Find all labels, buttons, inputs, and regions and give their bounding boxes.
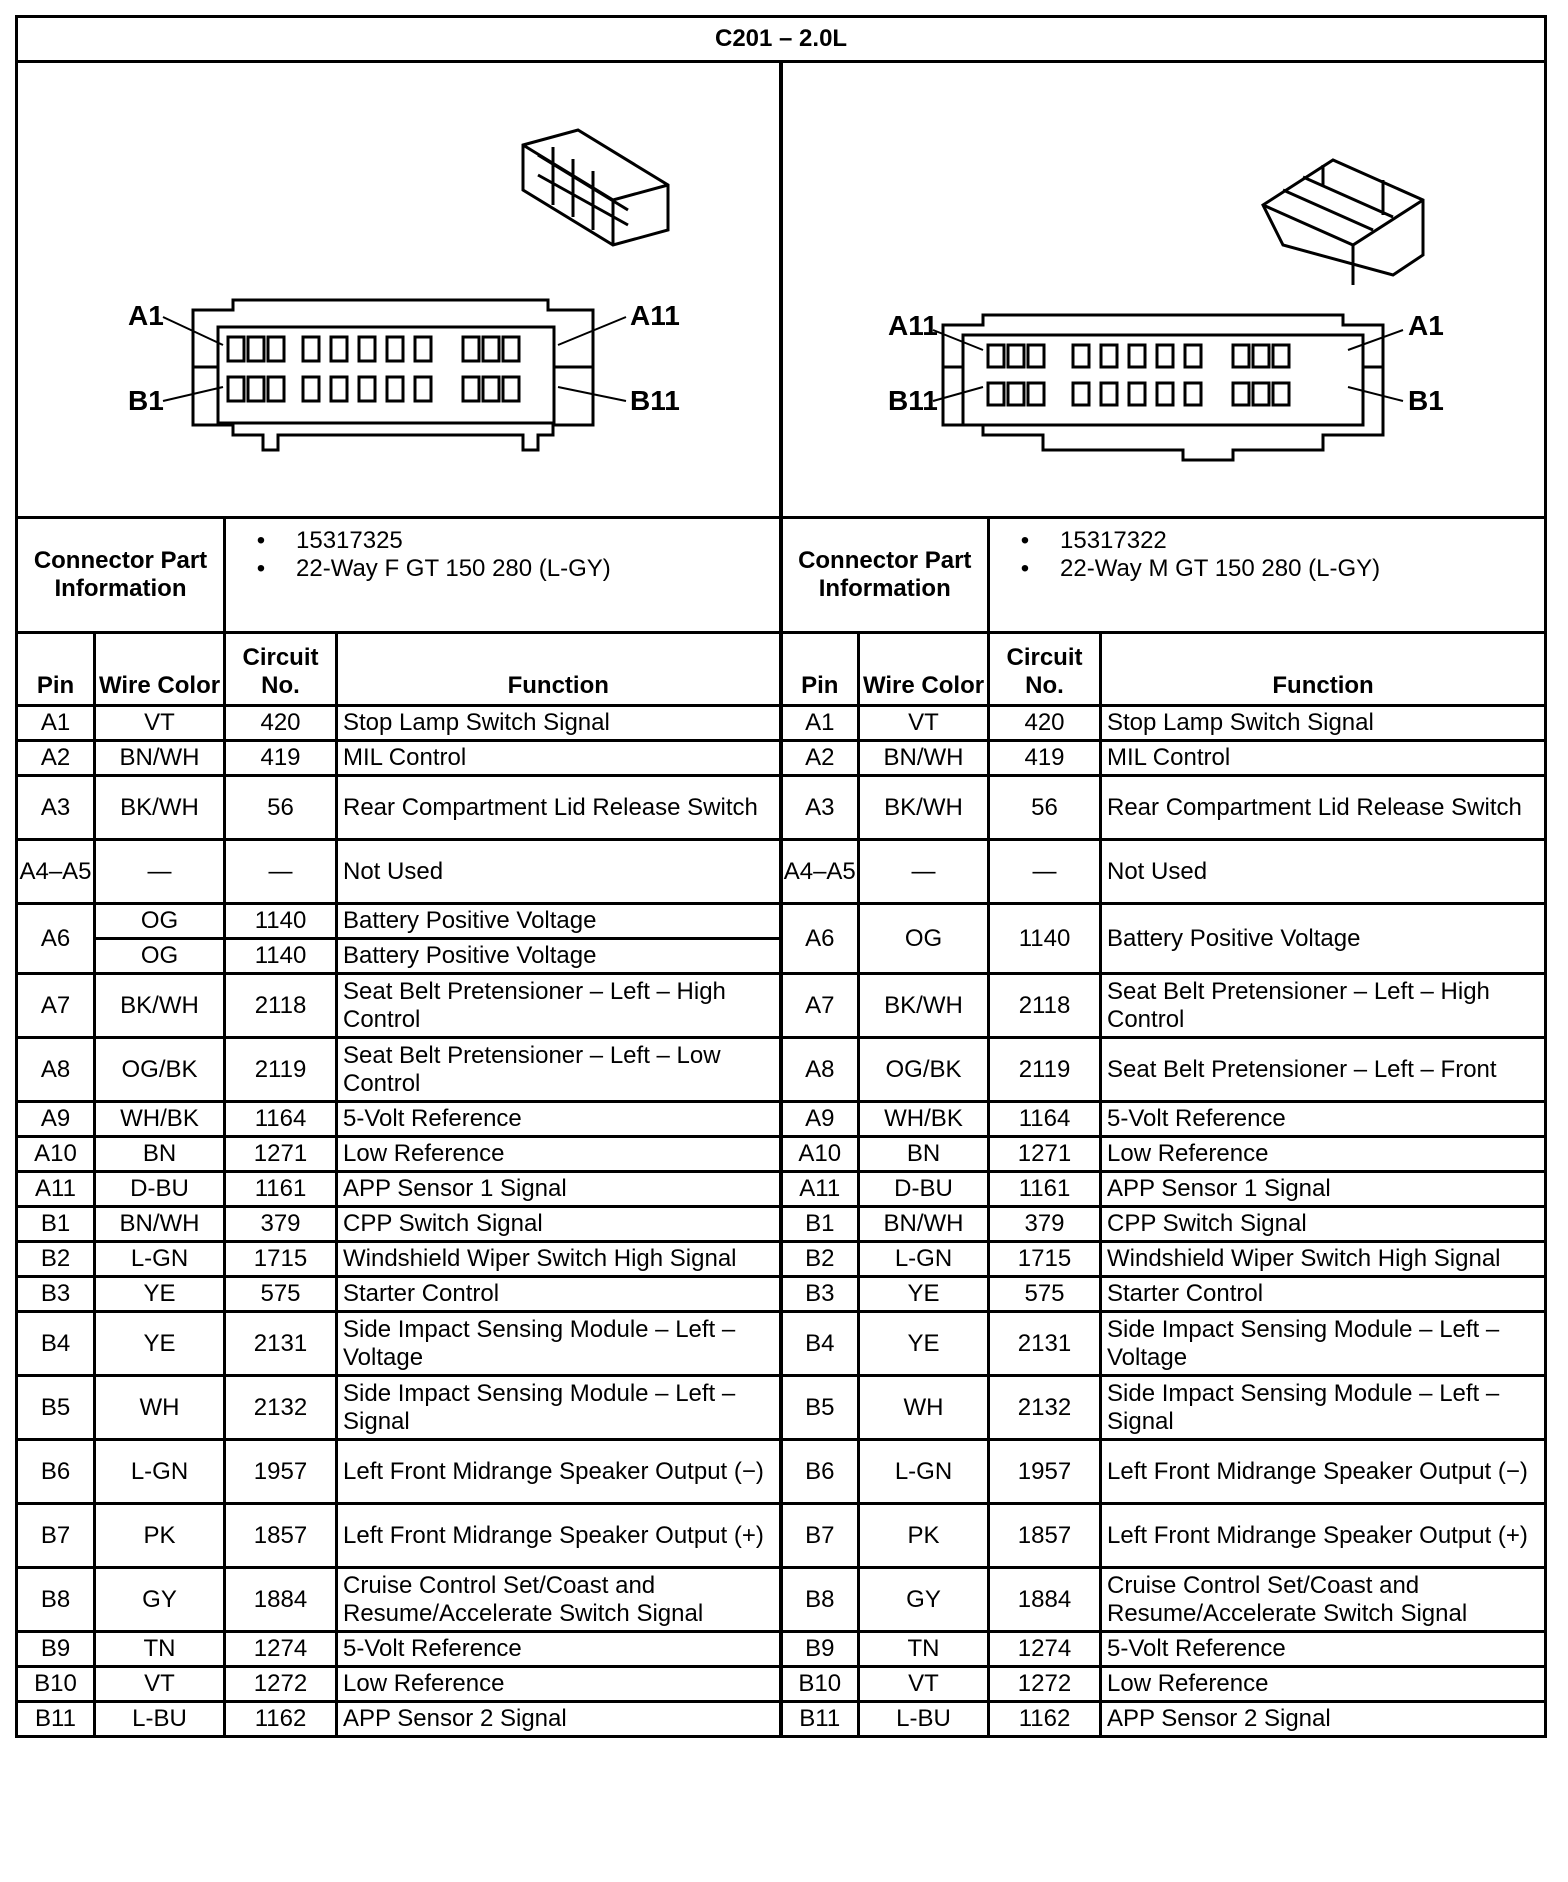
- function-cell: Stop Lamp Switch Signal: [1101, 706, 1546, 741]
- wire-color-cell: WH: [859, 1376, 989, 1440]
- wire-color-cell: VT: [859, 706, 989, 741]
- pin-label-b1: B1: [1407, 384, 1444, 416]
- pin-cavity: [1273, 383, 1289, 405]
- pin-cavity: [463, 337, 479, 361]
- table-row: [17, 1504, 1546, 1568]
- pin-cell: B3: [17, 1277, 95, 1312]
- wire-color-cell: —: [859, 840, 989, 904]
- pin-cavity: [463, 377, 479, 401]
- circuit-cell: 1272: [989, 1667, 1101, 1702]
- pin-cavity: [415, 377, 431, 401]
- table-row: [17, 1102, 1546, 1137]
- function-cell: APP Sensor 2 Signal: [337, 1702, 781, 1737]
- pin-cell: B1: [781, 1207, 859, 1242]
- pin-cavity: [1073, 345, 1089, 367]
- circuit-cell: 575: [225, 1277, 337, 1312]
- pin-label-a1: A1: [1407, 309, 1444, 341]
- pin-cavity: [483, 377, 499, 401]
- circuit-cell: 1162: [225, 1702, 337, 1737]
- pin-label-a11: A11: [887, 309, 938, 341]
- pin-cell: B5: [17, 1376, 95, 1440]
- function-cell: Left Front Midrange Speaker Output (−): [337, 1440, 781, 1504]
- left-header-pin: Pin: [17, 633, 95, 706]
- circuit-cell: 1271: [225, 1137, 337, 1172]
- function-cell: Left Front Midrange Speaker Output (+): [1101, 1504, 1546, 1568]
- pin-cavity: [1073, 383, 1089, 405]
- function-cell: Windshield Wiper Switch High Signal: [337, 1242, 781, 1277]
- table-row: [17, 1137, 1546, 1172]
- pin-cavity: [1028, 383, 1044, 405]
- pin-cavity: [228, 337, 244, 361]
- pin-cell: B9: [781, 1632, 859, 1667]
- pin-label-a1: A1: [128, 299, 164, 331]
- wire-color-cell: GY: [95, 1568, 225, 1632]
- table-row: [17, 741, 1546, 776]
- pin-cell: B4: [781, 1312, 859, 1376]
- page-title: C201 – 2.0L: [17, 17, 1546, 62]
- circuit-cell: 1857: [225, 1504, 337, 1568]
- wire-color-cell: BK/WH: [859, 974, 989, 1038]
- wire-color-cell: YE: [95, 1312, 225, 1376]
- circuit-cell: 419: [989, 741, 1101, 776]
- left-connector-info: • 15317325 • 22-Way F GT 150 280 (L-GY): [225, 518, 781, 633]
- function-cell: 5-Volt Reference: [1101, 1632, 1546, 1667]
- right-header-function: Function: [1101, 633, 1546, 706]
- right-header-wire: Wire Color: [859, 633, 989, 706]
- wire-color-cell: BK/WH: [95, 776, 225, 840]
- wire-color-cell: L-GN: [95, 1242, 225, 1277]
- wire-color-cell: L-GN: [859, 1242, 989, 1277]
- pin-cavity: [1233, 383, 1249, 405]
- function-cell: Left Front Midrange Speaker Output (+): [337, 1504, 781, 1568]
- function-cell: Not Used: [1101, 840, 1546, 904]
- function-cell: CPP Switch Signal: [1101, 1207, 1546, 1242]
- wire-color-cell: BN: [95, 1137, 225, 1172]
- pin-cell: B3: [781, 1277, 859, 1312]
- pin-cell: A4–A5: [781, 840, 859, 904]
- pin-cell: A2: [781, 741, 859, 776]
- pin-label-b11: B11: [887, 384, 938, 416]
- pin-cavity: [1008, 383, 1024, 405]
- pin-cell: A10: [17, 1137, 95, 1172]
- function-cell: Seat Belt Pretensioner – Left – Low Control: [337, 1038, 781, 1102]
- pin-cavity: [359, 337, 375, 361]
- pin-cell: A11: [17, 1172, 95, 1207]
- function-cell: Battery Positive Voltage: [337, 904, 781, 939]
- circuit-cell: 2119: [225, 1038, 337, 1102]
- right-header-circuit: Circuit No.: [989, 633, 1101, 706]
- circuit-cell: 1271: [989, 1137, 1101, 1172]
- wire-color-cell: VT: [95, 1667, 225, 1702]
- pin-cell: A1: [17, 706, 95, 741]
- circuit-cell: 379: [225, 1207, 337, 1242]
- pin-cell: B1: [17, 1207, 95, 1242]
- wire-color-cell: —: [95, 840, 225, 904]
- function-cell: APP Sensor 2 Signal: [1101, 1702, 1546, 1737]
- pin-label-b11: B11: [630, 384, 680, 416]
- pin-cell: A4–A5: [17, 840, 95, 904]
- pin-cell: A6: [781, 904, 859, 974]
- pin-cavity: [988, 345, 1004, 367]
- pin-cell: B6: [17, 1440, 95, 1504]
- circuit-cell: 2131: [225, 1312, 337, 1376]
- circuit-cell: 56: [989, 776, 1101, 840]
- pin-cell: A8: [781, 1038, 859, 1102]
- pin-cavity: [1129, 345, 1145, 367]
- function-cell: CPP Switch Signal: [337, 1207, 781, 1242]
- table-row: [17, 1667, 1546, 1702]
- circuit-cell: —: [989, 840, 1101, 904]
- circuit-cell: 1140: [225, 939, 337, 974]
- function-cell: Side Impact Sensing Module – Left – Signal: [337, 1376, 781, 1440]
- function-cell: Battery Positive Voltage: [337, 939, 781, 974]
- right-connector-diagram: [781, 62, 1546, 518]
- pin-cell: B6: [781, 1440, 859, 1504]
- function-cell: MIL Control: [1101, 741, 1546, 776]
- right-connector-label: Connector Part Information: [781, 518, 989, 633]
- function-cell: Not Used: [337, 840, 781, 904]
- pin-cavity: [1008, 345, 1024, 367]
- left-part-number: 15317325: [296, 527, 403, 554]
- pin-cell: A9: [17, 1102, 95, 1137]
- wire-color-cell: D-BU: [95, 1172, 225, 1207]
- wire-color-cell: GY: [859, 1568, 989, 1632]
- wire-color-cell: TN: [95, 1632, 225, 1667]
- pin-label-b1: B1: [128, 384, 164, 416]
- pin-cell: B8: [17, 1568, 95, 1632]
- right-connector-info: • 15317322 • 22-Way M GT 150 280 (L-GY): [989, 518, 1546, 633]
- function-cell: APP Sensor 1 Signal: [1101, 1172, 1546, 1207]
- pin-cavity: [1101, 345, 1117, 367]
- wire-color-cell: BN/WH: [859, 741, 989, 776]
- function-cell: Battery Positive Voltage: [1101, 904, 1546, 974]
- function-cell: Side Impact Sensing Module – Left – Voltage: [337, 1312, 781, 1376]
- wire-color-cell: YE: [95, 1277, 225, 1312]
- pin-label-a11: A11: [630, 299, 680, 331]
- pin-cavity: [1157, 345, 1173, 367]
- left-header-function: Function: [337, 633, 781, 706]
- circuit-cell: 379: [989, 1207, 1101, 1242]
- function-cell: Starter Control: [337, 1277, 781, 1312]
- table-row: [17, 1207, 1546, 1242]
- function-cell: Windshield Wiper Switch High Signal: [1101, 1242, 1546, 1277]
- wire-color-cell: WH/BK: [95, 1102, 225, 1137]
- function-cell: Low Reference: [1101, 1137, 1546, 1172]
- circuit-cell: 1957: [225, 1440, 337, 1504]
- table-row: [17, 1376, 1546, 1440]
- wire-color-cell: WH: [95, 1376, 225, 1440]
- function-cell: Left Front Midrange Speaker Output (−): [1101, 1440, 1546, 1504]
- wire-color-cell: BK/WH: [859, 776, 989, 840]
- function-cell: 5-Volt Reference: [337, 1102, 781, 1137]
- circuit-cell: 2131: [989, 1312, 1101, 1376]
- function-cell: Cruise Control Set/Coast and Resume/Accelerate Switch Signal: [1101, 1568, 1546, 1632]
- pin-cell: B5: [781, 1376, 859, 1440]
- function-cell: Side Impact Sensing Module – Left – Signal: [1101, 1376, 1546, 1440]
- function-cell: Rear Compartment Lid Release Switch: [337, 776, 781, 840]
- circuit-cell: 575: [989, 1277, 1101, 1312]
- function-cell: Rear Compartment Lid Release Switch: [1101, 776, 1546, 840]
- table-row: [17, 974, 1546, 1038]
- circuit-cell: 1161: [225, 1172, 337, 1207]
- connector-table: [15, 15, 1547, 1738]
- pin-cavity: [1253, 345, 1269, 367]
- pin-cell: B9: [17, 1632, 95, 1667]
- wire-color-cell: BN/WH: [859, 1207, 989, 1242]
- circuit-cell: 1884: [225, 1568, 337, 1632]
- right-header-pin: Pin: [781, 633, 859, 706]
- pin-cavity: [1273, 345, 1289, 367]
- wire-color-cell: OG/BK: [95, 1038, 225, 1102]
- pin-cell: A10: [781, 1137, 859, 1172]
- circuit-cell: 1857: [989, 1504, 1101, 1568]
- pin-cavity: [1185, 345, 1201, 367]
- wire-color-cell: L-GN: [95, 1440, 225, 1504]
- function-cell: Side Impact Sensing Module – Left – Voltage: [1101, 1312, 1546, 1376]
- wire-color-cell: VT: [95, 706, 225, 741]
- function-cell: Starter Control: [1101, 1277, 1546, 1312]
- circuit-cell: 2119: [989, 1038, 1101, 1102]
- function-cell: MIL Control: [337, 741, 781, 776]
- function-cell: Cruise Control Set/Coast and Resume/Accelerate Switch Signal: [337, 1568, 781, 1632]
- pin-cell: B2: [17, 1242, 95, 1277]
- function-cell: Low Reference: [337, 1137, 781, 1172]
- pin-cell: A6: [17, 904, 95, 974]
- table-row: [17, 1277, 1546, 1312]
- wire-color-cell: L-BU: [859, 1702, 989, 1737]
- function-cell: Low Reference: [1101, 1667, 1546, 1702]
- table-row: [17, 706, 1546, 741]
- function-cell: Seat Belt Pretensioner – Left – High Control: [1101, 974, 1546, 1038]
- pin-cell: A3: [781, 776, 859, 840]
- circuit-cell: 1164: [225, 1102, 337, 1137]
- pin-cell: A1: [781, 706, 859, 741]
- wire-color-cell: BN/WH: [95, 1207, 225, 1242]
- circuit-cell: 1140: [989, 904, 1101, 974]
- wire-color-cell: BK/WH: [95, 974, 225, 1038]
- circuit-cell: 1715: [989, 1242, 1101, 1277]
- circuit-cell: 420: [225, 706, 337, 741]
- wire-color-cell: YE: [859, 1277, 989, 1312]
- wire-color-cell: WH/BK: [859, 1102, 989, 1137]
- pin-cell: B7: [17, 1504, 95, 1568]
- wire-color-cell: OG: [859, 904, 989, 974]
- pin-cavity: [248, 377, 264, 401]
- circuit-cell: 1274: [225, 1632, 337, 1667]
- pin-cavity: [303, 377, 319, 401]
- wire-color-cell: OG/BK: [859, 1038, 989, 1102]
- circuit-cell: 1715: [225, 1242, 337, 1277]
- pin-cavity: [1185, 383, 1201, 405]
- pin-cell: B2: [781, 1242, 859, 1277]
- pin-cell: B11: [781, 1702, 859, 1737]
- pin-cavity: [988, 383, 1004, 405]
- pin-cavity: [1233, 345, 1249, 367]
- pin-cavity: [359, 377, 375, 401]
- pin-cavity: [268, 337, 284, 361]
- connector-sheet: [15, 15, 1544, 1738]
- pin-cavity: [387, 377, 403, 401]
- function-cell: Seat Belt Pretensioner – Left – Front: [1101, 1038, 1546, 1102]
- pin-cavity: [1028, 345, 1044, 367]
- wire-color-cell: L-BU: [95, 1702, 225, 1737]
- pin-cell: A9: [781, 1102, 859, 1137]
- table-row: [17, 1242, 1546, 1277]
- pin-cavity: [1101, 383, 1117, 405]
- table-row: [17, 1038, 1546, 1102]
- wire-color-cell: VT: [859, 1667, 989, 1702]
- circuit-cell: 56: [225, 776, 337, 840]
- pin-cell: B8: [781, 1568, 859, 1632]
- pin-cavity: [331, 337, 347, 361]
- pin-cell: A7: [17, 974, 95, 1038]
- pin-cavity: [248, 337, 264, 361]
- pin-cavity: [331, 377, 347, 401]
- circuit-cell: 2118: [989, 974, 1101, 1038]
- function-cell: APP Sensor 1 Signal: [337, 1172, 781, 1207]
- table-row: [17, 840, 1546, 904]
- male-connector-drawing: [783, 65, 1543, 515]
- circuit-cell: 1274: [989, 1632, 1101, 1667]
- wire-color-cell: OG: [95, 939, 225, 974]
- pin-cavity: [415, 337, 431, 361]
- circuit-cell: 1162: [989, 1702, 1101, 1737]
- table-row: [17, 904, 1546, 939]
- pin-cavity: [387, 337, 403, 361]
- wire-color-cell: PK: [859, 1504, 989, 1568]
- circuit-cell: 1164: [989, 1102, 1101, 1137]
- pin-cell: B7: [781, 1504, 859, 1568]
- function-cell: Seat Belt Pretensioner – Left – High Control: [337, 974, 781, 1038]
- left-header-circuit: Circuit No.: [225, 633, 337, 706]
- circuit-cell: 1140: [225, 904, 337, 939]
- pin-cell: A8: [17, 1038, 95, 1102]
- pin-cell: B4: [17, 1312, 95, 1376]
- pin-cell: A2: [17, 741, 95, 776]
- wire-color-cell: OG: [95, 904, 225, 939]
- circuit-cell: 1884: [989, 1568, 1101, 1632]
- pin-cell: B11: [17, 1702, 95, 1737]
- right-part-number: 15317322: [1060, 527, 1167, 554]
- wire-color-cell: D-BU: [859, 1172, 989, 1207]
- table-row: [17, 1312, 1546, 1376]
- circuit-cell: 419: [225, 741, 337, 776]
- wire-color-cell: BN/WH: [95, 741, 225, 776]
- left-header-wire: Wire Color: [95, 633, 225, 706]
- circuit-cell: 1957: [989, 1440, 1101, 1504]
- wire-color-cell: BN: [859, 1137, 989, 1172]
- function-cell: Low Reference: [337, 1667, 781, 1702]
- pin-cavity: [1129, 383, 1145, 405]
- left-connector-diagram: [17, 62, 781, 518]
- circuit-cell: 420: [989, 706, 1101, 741]
- wire-color-cell: YE: [859, 1312, 989, 1376]
- table-row: [17, 776, 1546, 840]
- pin-cavity: [503, 337, 519, 361]
- circuit-cell: 2118: [225, 974, 337, 1038]
- circuit-cell: —: [225, 840, 337, 904]
- pin-cavity: [268, 377, 284, 401]
- circuit-cell: 1161: [989, 1172, 1101, 1207]
- pin-cavity: [483, 337, 499, 361]
- pin-cavity: [503, 377, 519, 401]
- pin-cell: A11: [781, 1172, 859, 1207]
- wire-color-cell: PK: [95, 1504, 225, 1568]
- wire-color-cell: TN: [859, 1632, 989, 1667]
- pin-cavity: [1157, 383, 1173, 405]
- table-row: [17, 1632, 1546, 1667]
- pin-cavity: [303, 337, 319, 361]
- pin-cavity: [1253, 383, 1269, 405]
- pin-cell: B10: [17, 1667, 95, 1702]
- left-connector-label: Connector Part Information: [17, 518, 225, 633]
- circuit-cell: 2132: [989, 1376, 1101, 1440]
- right-part-description: 22-Way M GT 150 280 (L-GY): [1060, 555, 1381, 582]
- pin-cavity: [228, 377, 244, 401]
- function-cell: 5-Volt Reference: [1101, 1102, 1546, 1137]
- table-row: [17, 1702, 1546, 1737]
- wire-color-cell: L-GN: [859, 1440, 989, 1504]
- circuit-cell: 2132: [225, 1376, 337, 1440]
- female-connector-drawing: [18, 65, 778, 515]
- function-cell: Stop Lamp Switch Signal: [337, 706, 781, 741]
- function-cell: 5-Volt Reference: [337, 1632, 781, 1667]
- table-row: [17, 1440, 1546, 1504]
- pin-cell: A3: [17, 776, 95, 840]
- left-part-description: 22-Way F GT 150 280 (L-GY): [296, 555, 611, 582]
- circuit-cell: 1272: [225, 1667, 337, 1702]
- pin-cell: A7: [781, 974, 859, 1038]
- table-row: [17, 1568, 1546, 1632]
- table-row: [17, 1172, 1546, 1207]
- pin-cell: B10: [781, 1667, 859, 1702]
